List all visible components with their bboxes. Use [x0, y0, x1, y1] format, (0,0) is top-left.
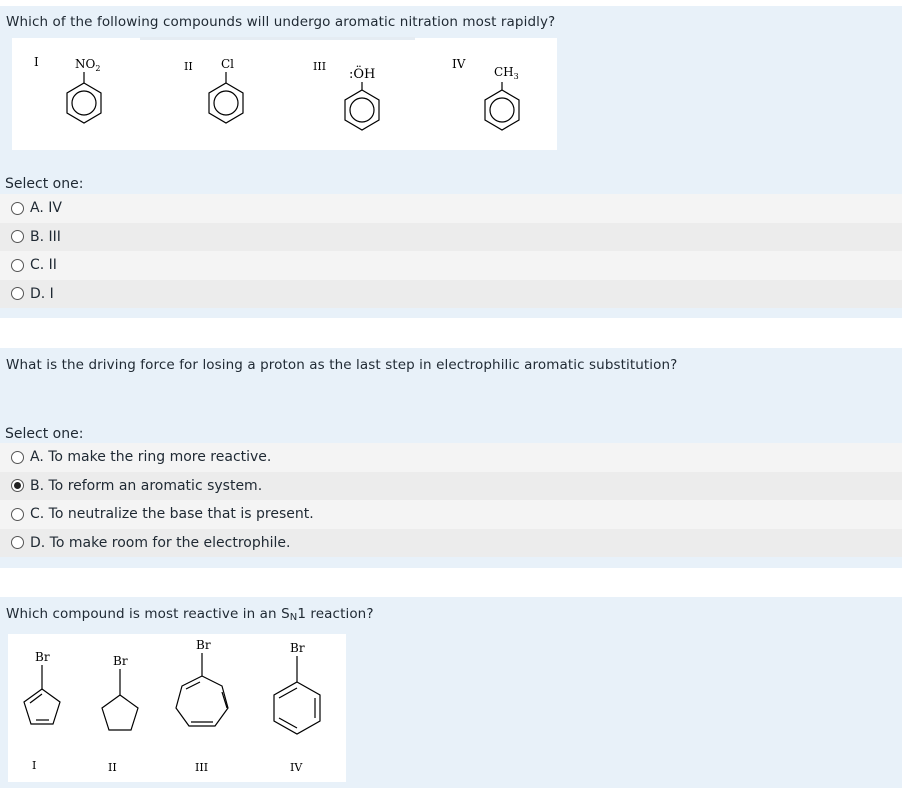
question-2 — [0, 348, 902, 568]
question-1-options — [0, 194, 902, 308]
option-b[interactable] — [0, 223, 902, 252]
question-2-options — [0, 443, 902, 557]
radio-button-selected[interactable] — [11, 479, 24, 492]
radio-button[interactable] — [11, 508, 24, 521]
benzene-ring-ii — [209, 72, 243, 123]
bromine-label: Br — [196, 638, 211, 652]
benzene-ring-iii — [345, 82, 379, 130]
numeral-iii: III — [313, 60, 327, 73]
aromatic-compounds-diagram — [12, 38, 557, 150]
radio-button[interactable] — [11, 536, 24, 549]
radio-button[interactable] — [11, 287, 24, 300]
benzene-ring — [274, 656, 320, 734]
numeral-iv: IV — [452, 57, 466, 71]
cycloheptatriene-ring — [176, 653, 228, 726]
option-label: B. To reform an aromatic system. — [30, 477, 263, 494]
select-one-label: Select one: — [5, 426, 84, 442]
option-c[interactable] — [0, 500, 902, 529]
question-1 — [0, 6, 902, 318]
radio-button[interactable] — [11, 230, 24, 243]
radio-button[interactable] — [11, 259, 24, 272]
cyclopentane-ring — [102, 669, 138, 730]
substituent-oh: :ÖH — [349, 67, 376, 82]
question-1-text: Which of the following compounds will undergo aromatic nitration most rapidly? — [6, 14, 556, 30]
substituent-cl: Cl — [221, 57, 235, 71]
option-d[interactable] — [0, 280, 902, 309]
option-a[interactable] — [0, 443, 902, 472]
bromine-label: Br — [35, 650, 50, 664]
bromine-label: Br — [290, 641, 305, 655]
benzene-ring-iv — [485, 82, 519, 130]
numeral-ii: II — [184, 60, 193, 73]
question-3 — [0, 597, 902, 788]
bromide-compounds-diagram — [8, 634, 346, 782]
divider — [140, 37, 415, 40]
question-2-text: What is the driving force for losing a proton as the last step in electrophilic aromatic substitution? — [6, 357, 678, 373]
radio-button[interactable] — [11, 202, 24, 215]
bromine-label: Br — [113, 654, 128, 668]
substituent-ch3: $CH_3$ — [494, 65, 519, 81]
question-3-figure — [8, 634, 346, 782]
option-label: B. III — [30, 228, 61, 245]
substituent-no2: $NO_2$ — [75, 57, 101, 73]
option-b[interactable] — [0, 472, 902, 501]
option-d[interactable] — [0, 529, 902, 558]
question-1-figure — [12, 38, 557, 150]
option-label: D. I — [30, 285, 54, 302]
numeral-iv: IV — [290, 761, 303, 774]
option-label: C. II — [30, 257, 57, 274]
numeral-iii: III — [195, 761, 209, 774]
radio-button[interactable] — [11, 451, 24, 464]
option-a[interactable] — [0, 194, 902, 223]
benzene-ring-i — [67, 72, 101, 123]
numeral-ii: II — [108, 761, 117, 774]
cyclopentadiene-ring — [24, 665, 60, 724]
numeral-i: I — [32, 759, 37, 772]
option-label: A. IV — [30, 200, 62, 217]
question-3-text: Which compound is most reactive in an $S_N1$ reaction? — [6, 606, 374, 623]
option-label: A. To make the ring more reactive. — [30, 449, 272, 466]
option-label: D. To make room for the electrophile. — [30, 534, 291, 551]
option-label: C. To neutralize the base that is present. — [30, 506, 314, 523]
select-one-label: Select one: — [5, 176, 84, 192]
numeral-i: I — [34, 55, 39, 69]
option-c[interactable] — [0, 251, 902, 280]
